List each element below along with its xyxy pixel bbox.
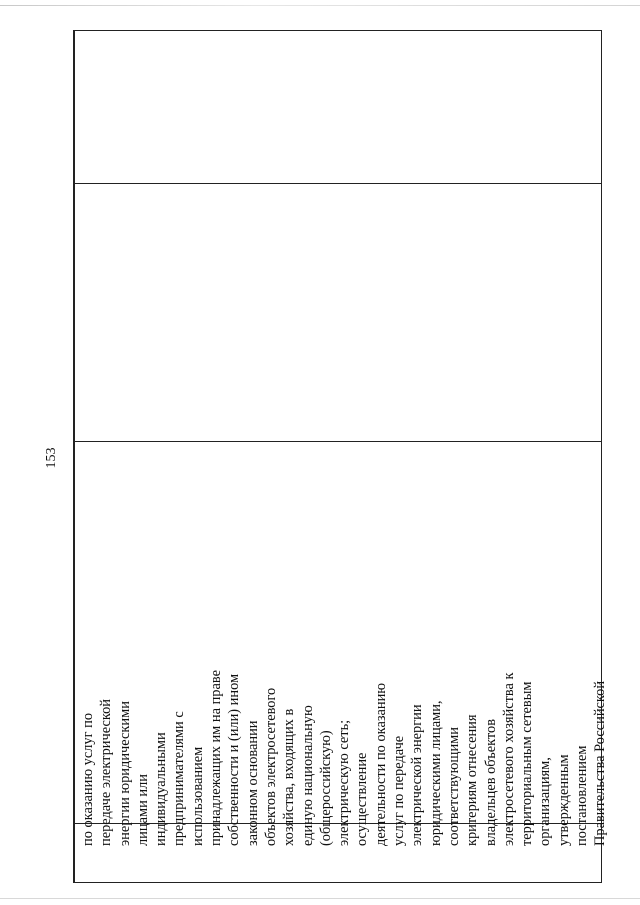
cell-line: предпринимателями с — [171, 711, 188, 846]
table-row-divider-1 — [74, 183, 601, 184]
cell-line: единую национальную — [299, 705, 316, 846]
cell-line: электросетевого хозяйства к — [500, 672, 517, 846]
cell-line: объектов электросетевого — [262, 687, 279, 846]
cell-line: энергии юридическими — [116, 701, 133, 846]
cell-line: осуществление — [354, 752, 371, 846]
cell-line: организациям, — [537, 757, 554, 846]
cell-line: индивидуальными — [153, 732, 170, 846]
cell-line: деятельности по оказанию — [372, 682, 389, 846]
cell-line: (общероссийскую) — [317, 730, 334, 846]
cell-line: по оказанию услуг по — [80, 712, 96, 846]
scan-edge-top — [0, 5, 640, 6]
cell-line: постановлением — [574, 745, 591, 846]
cell-line: электрической энергии — [409, 704, 426, 846]
cell-line: законном основании — [244, 720, 261, 846]
cell-line: юридическими лицами, — [427, 700, 444, 846]
cell-line: лицами или — [134, 774, 151, 846]
cell-line: принадлежащих им на праве — [208, 670, 225, 846]
cell-line: хозяйства, входящих в — [281, 708, 298, 846]
cell-line: услуг по передаче — [391, 735, 408, 846]
page-number: 153 — [44, 447, 59, 469]
cell-line: электрическую сеть; — [336, 719, 353, 846]
cell-line: критериям отнесения — [464, 714, 481, 846]
cell-line: утвержденным — [555, 754, 572, 846]
cell-line: использованием — [189, 746, 206, 846]
cell-line: собственности и (или) ином — [226, 673, 243, 846]
table-column-edge — [74, 31, 75, 882]
scan-edge-bottom — [0, 898, 640, 899]
cell-line: владельцев объектов — [482, 719, 499, 846]
cell-line: территориальным сетевым — [519, 681, 536, 846]
cell-line: передаче электрической — [98, 698, 115, 846]
cell-line: соответствующими — [445, 727, 462, 846]
cell-line: Правительства Российской — [592, 680, 609, 846]
table-cell-text — [79, 436, 609, 846]
